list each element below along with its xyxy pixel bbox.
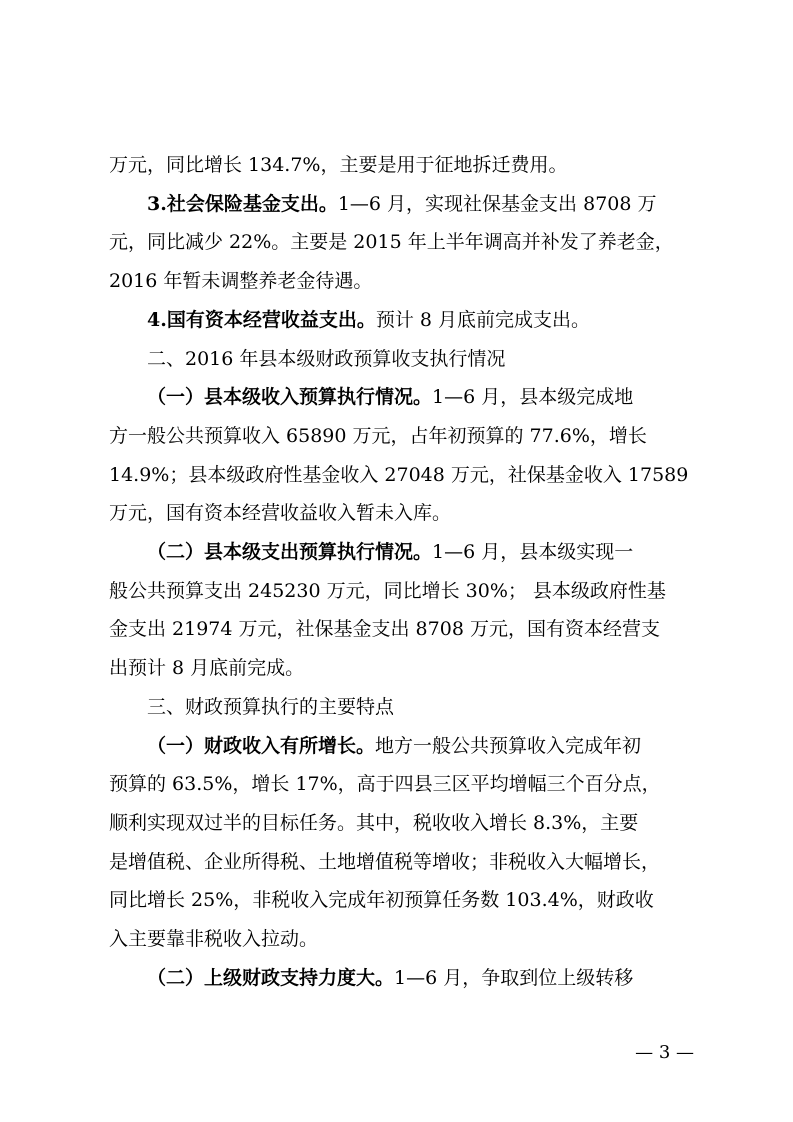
body-text: 2016 年暂未调整养老金待遇。	[109, 270, 373, 293]
body-text: 般公共预算支出 245230 万元，同比增长 30%； 县本级政府性基	[109, 579, 666, 602]
bold-heading-text: 4.国有资本经营收益支出。	[147, 308, 376, 331]
bold-heading-text: 3.社会保险基金支出。	[147, 192, 338, 215]
paragraph-first-line	[147, 308, 693, 332]
paragraph-first-line	[147, 192, 693, 216]
body-text: 金支出 21974 万元，社保基金支出 8708 万元，国有资本经营支	[109, 618, 660, 641]
paragraph-line	[109, 811, 693, 835]
paragraph-first-line	[147, 734, 693, 758]
paragraph-first-line	[147, 540, 693, 564]
paragraph-first-line	[147, 695, 693, 719]
paragraph-first-line	[147, 385, 693, 409]
body-text: 1—6 月，县本级完成地	[432, 386, 634, 409]
body-text: 1—6 月，实现社保基金支出 8708 万	[337, 192, 657, 215]
body-text: 顺利实现双过半的目标任务。其中，税收收入增长 8.3%，主要	[109, 811, 639, 834]
paragraph-first-line	[147, 347, 693, 371]
paragraph-line	[109, 772, 693, 796]
paragraph-first-line	[147, 966, 693, 990]
body-text: 入主要靠非税收入拉动。	[109, 928, 319, 950]
paragraph-line	[109, 269, 693, 293]
bold-heading-text: （二）上级财政支持力度大。	[147, 966, 395, 989]
paragraph-line	[109, 463, 693, 487]
body-text: 方一般公共预算收入 65890 万元，占年初预算的 77.6%，增长	[109, 424, 647, 447]
paragraph-line	[109, 230, 693, 254]
bold-heading-text: （一）财政收入有所增长。	[147, 734, 376, 757]
body-text: 三、财政预算执行的主要特点	[147, 695, 395, 718]
paragraph-line	[109, 153, 693, 177]
body-text: 地方一般公共预算收入完成年初	[375, 734, 642, 757]
body-text: 元，同比减少 22%。主要是 2015 年上半年调高并补发了养老金，	[109, 231, 674, 254]
paragraph-line	[109, 424, 693, 448]
body-text: 同比增长 25%，非税收入完成年初预算任务数 103.4%，财政收	[109, 889, 654, 912]
body-text: 1—6 月，县本级实现一	[432, 541, 634, 563]
body-text: 14.9%；县本级政府性基金收入 27048 万元，社保基金收入 17589	[109, 463, 689, 486]
paragraph-line	[109, 850, 693, 874]
body-text: 万元，国有资本经营收益收入暂未入库。	[109, 502, 452, 525]
bold-heading-text: （二）县本级支出预算执行情况。	[147, 541, 433, 563]
body-text: 是增值税、企业所得税、土地增值税等增收；非税收入大幅增长，	[109, 850, 661, 873]
paragraph-line	[109, 579, 693, 603]
paragraph-line	[109, 501, 693, 525]
body-text: 万元，同比增长 134.7%，主要是用于征地拆迁费用。	[109, 154, 568, 176]
body-text: 1—6 月，争取到位上级转移	[394, 966, 634, 989]
body-text: 预计 8 月底前完成支出。	[375, 308, 591, 331]
paragraph-line	[109, 927, 693, 951]
paragraph-line	[109, 656, 693, 680]
paragraph-line	[109, 617, 693, 641]
paragraph-line	[109, 888, 693, 912]
page-number: — 3 —	[635, 1042, 694, 1063]
body-text: 预算的 63.5%，增长 17%，高于四县三区平均增幅三个百分点，	[109, 773, 661, 796]
body-text: 出预计 8 月底前完成。	[109, 657, 305, 680]
body-text: 二、2016 年县本级财政预算收支执行情况	[147, 347, 506, 370]
bold-heading-text: （一）县本级收入预算执行情况。	[147, 386, 433, 409]
